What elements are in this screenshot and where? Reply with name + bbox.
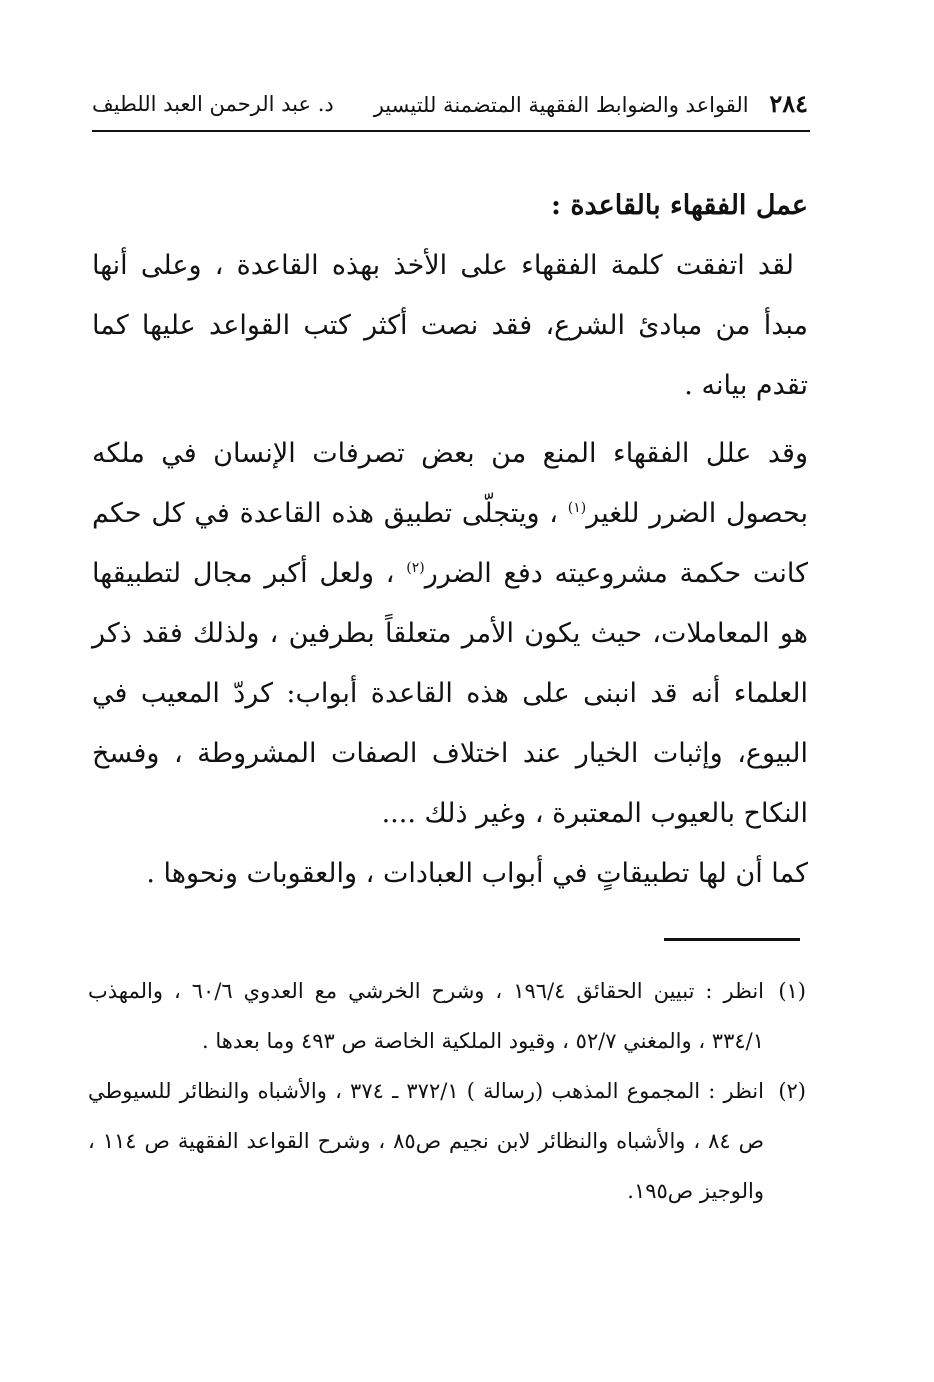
footnote-ref-1[interactable]: (١) (567, 500, 587, 516)
main-text (92, 176, 808, 904)
footnote-1 (88, 966, 806, 1066)
section-heading: عمل الفقهاء بالقاعدة : (550, 190, 808, 221)
footnote-1-text: انظر : تبيين الحقائق ١٩٦/٤ ، وشرح الخرشي مع العدوي ٦٠/٦ ، والمهذب ٣٣٤/١ ، والمغني ٥٢/٧ ، وقيود الملكية الخاصة ص ٤٩٣ وما بعدها . (88, 979, 764, 1053)
footnote-2-mark: (٢) (778, 1079, 806, 1103)
paragraph-2-part-a: وقد علل الفقهاء المنع من بعض تصرفات الإنسان في ملكه بحصول الضرر للغير (92, 438, 808, 529)
paragraph-3: كما أن لها تطبيقاتٍ في أبواب العبادات ، والعقوبات ونحوها . (146, 858, 808, 889)
footnote-divider (664, 938, 800, 941)
paragraph-2 (92, 424, 808, 844)
paragraph-2-part-c: ، ولعل أكبر مجال لتطبيقها هو المعاملات، حيث يكون الأمر متعلقاً بطرفين ، ولذلك فقد ذكر العلماء أنه قد انبنى على هذه القاعدة أبواب: كردّ المعيب في البيوع، وإثبات الخيار عند اختلاف الصفات المشروطة ، وفسخ النكاح بالعيوب المعتبرة ، وغير ذلك .... (92, 558, 808, 829)
paragraph-1: لقد اتفقت كلمة الفقهاء على الأخذ بهذه القاعدة ، وعلى أنها مبدأ من مبادئ الشرع، فقد نصت أكثر كتب القواعد عليها كما تقدم بيانه . (92, 250, 808, 401)
footnote-1-mark: (١) (778, 979, 806, 1003)
running-header (92, 84, 808, 124)
footnotes (88, 966, 806, 1216)
paragraph-2-part-b: ، ويتجلّى تطبيق هذه القاعدة في كل حكم كانت حكمة مشروعيته دفع الضرر (92, 498, 808, 589)
footnote-2-text: انظر : المجموع المذهب (رسالة ) ٣٧٢/١ ـ ٣٧٤ ، والأشباه والنظائر للسيوطي ص ٨٤ ، والأشباه والنظائر لابن نجيم ص٨٥ ، وشرح القواعد الفقهية ص ١١٤ ، والوجيز ص١٩٥. (88, 1079, 765, 1203)
footnote-ref-2[interactable]: (٢) (406, 560, 425, 576)
header-right (374, 89, 808, 120)
footnote-2 (88, 1066, 806, 1216)
book-title: القواعد والضوابط الفقهية المتضمنة للتيسير (373, 92, 749, 117)
page-number: ٢٨٤ (769, 88, 808, 118)
author-name: د. عبد الرحمن العبد اللطيف (92, 92, 334, 116)
header-divider (92, 130, 810, 132)
